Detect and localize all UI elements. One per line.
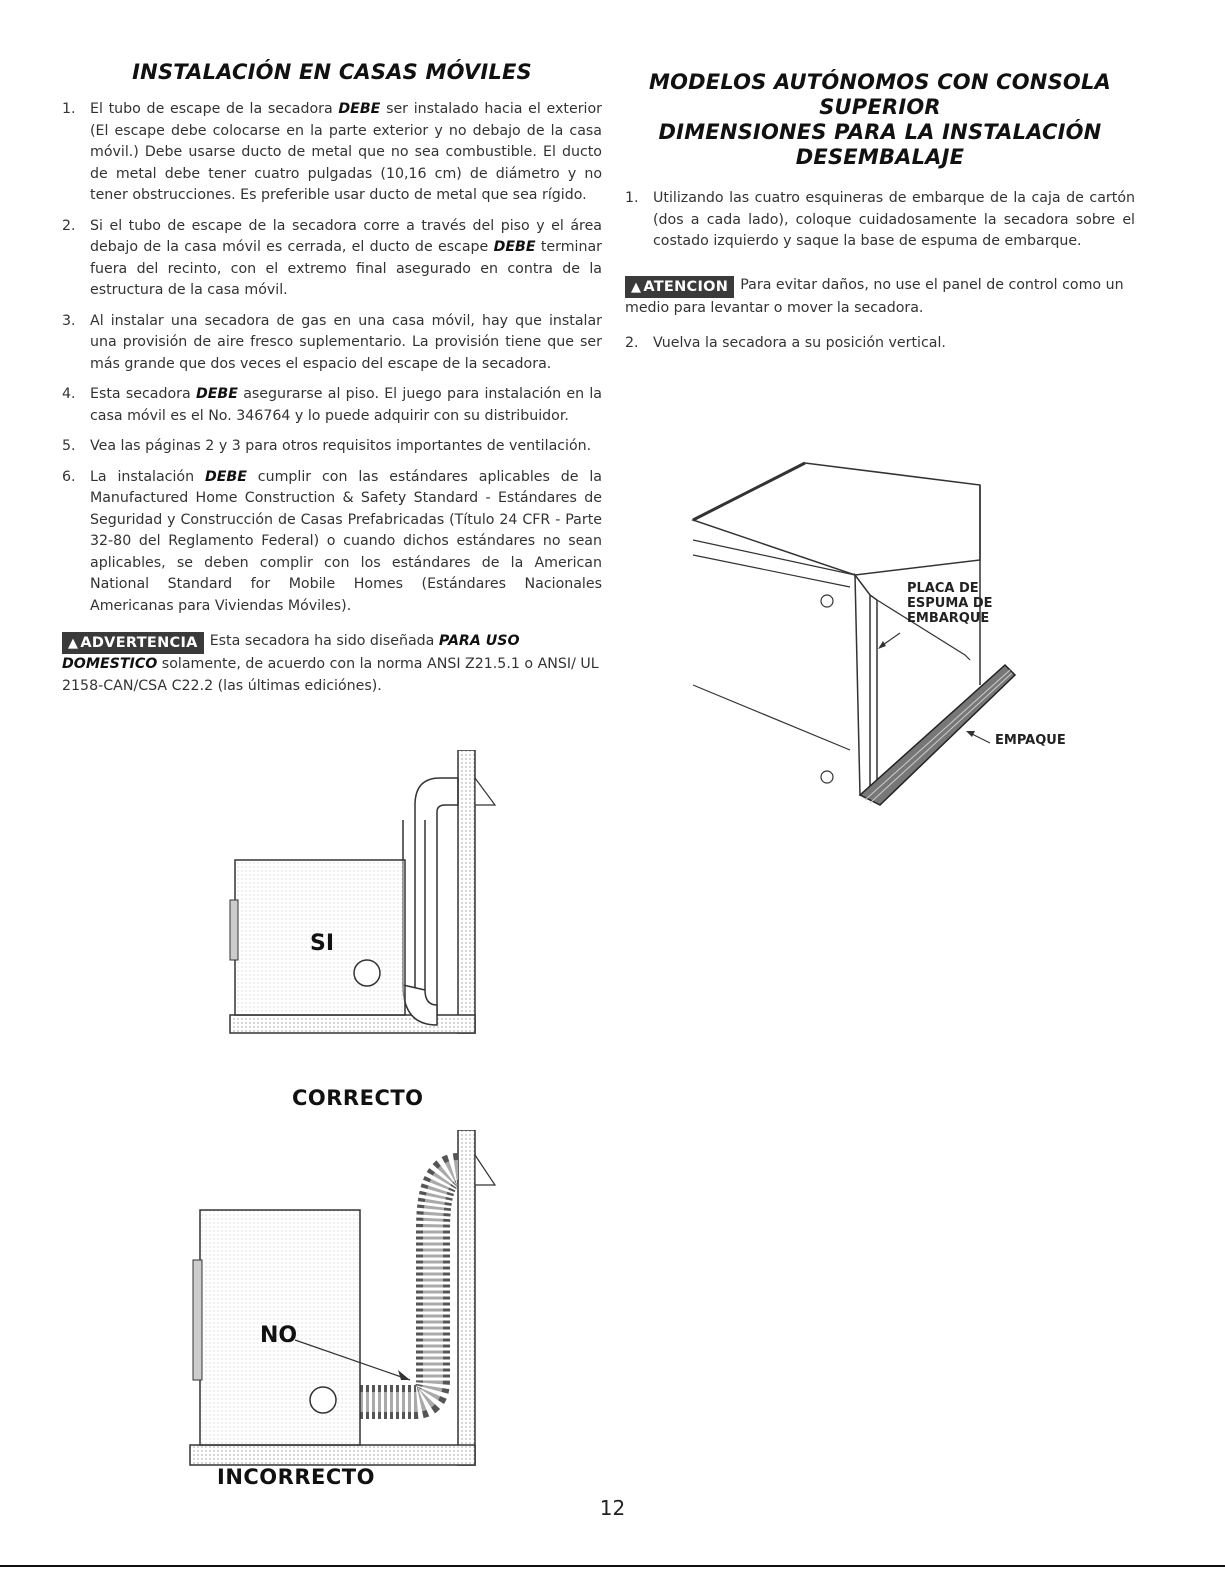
emphasis: DEBE <box>493 239 536 255</box>
list-item <box>62 216 602 302</box>
wall <box>458 750 475 1033</box>
caution-text: Para evitar daños, no use el panel de control como un medio para levantar o mover la secadora. <box>625 276 1124 316</box>
caution-paragraph <box>625 275 1135 320</box>
unpacking-list <box>625 188 1135 253</box>
emphasis: DEBE <box>204 468 247 485</box>
list-item <box>62 99 602 207</box>
figure-label-si: SI <box>310 931 335 956</box>
list-item <box>62 436 602 458</box>
figure-incorrect-installation <box>185 1130 505 1470</box>
label-gasket: EMPAQUE <box>995 733 1066 748</box>
list-number: 6. <box>62 468 76 485</box>
list-text: Utilizando las cuatro esquineras de embarque de la caja de cartón (dos a cada lado), coloque cuidadosamente la secadora sobre el costado izquierdo y saque la base de espuma de embarque. <box>653 190 1135 249</box>
dryer-vent-circle <box>354 960 380 986</box>
section-title-console-models <box>625 70 1135 170</box>
list-item <box>625 333 1135 355</box>
warning-badge-label: ADVERTENCIA <box>80 635 198 651</box>
caution-badge-label: ATENCION <box>643 278 729 295</box>
caption-correct: CORRECTO <box>292 1086 424 1110</box>
list-item <box>62 467 602 618</box>
warning-text: solamente, de acuerdo con la norma ANSI Z21.5.1 o ANSI/ UL 2158-CAN/CSA C22.2 (las últimas ediciónes). <box>62 656 599 694</box>
list-text: terminar fuera del recinto, con el extremo final asegurado en contra de la estructura de la casa móvil. <box>90 239 602 298</box>
wall <box>458 1130 475 1465</box>
right-column <box>625 70 1135 364</box>
emphasis: DEBE <box>338 101 381 117</box>
rigid-duct <box>415 778 458 1015</box>
label-line: EMBARQUE <box>907 611 990 626</box>
warning-text: Esta secadora ha sido diseñada <box>209 633 439 649</box>
list-number: 4. <box>62 386 76 402</box>
warning-triangle-icon: ▲ <box>631 279 642 295</box>
title-line: DIMENSIONES PARA LA INSTALACIÓN <box>658 120 1102 144</box>
figure-label-no: NO <box>260 1323 298 1348</box>
warning-paragraph <box>62 631 602 697</box>
vent-hood-icon <box>475 778 495 805</box>
label-line: ESPUMA DE <box>907 596 993 611</box>
emphasis: PARA USO DOMESTICO <box>62 633 520 672</box>
caution-badge <box>625 276 734 298</box>
floor <box>190 1445 475 1465</box>
title-line: MODELOS AUTÓNOMOS CON CONSOLA <box>649 70 1111 94</box>
label-foam-plate <box>907 581 993 626</box>
emphasis: DEBE <box>195 386 238 402</box>
list-number: 3. <box>62 312 76 329</box>
list-text: cumplir con las estándares aplicables de la Manufactured Home Construction & Safety Standard - Estándares de Seguridad y Construcción de Casas Prefabricadas (Título 24 CFR - Parte 32-80 del Reglamento Federal) o cuando dichos estándares no sean aplicables, se deben complir con los estándares de la American National Standard for Mobile Homes (Estándares Nacionales Americanas para Viviendas Móviles). <box>90 468 602 614</box>
list-text: El tubo de escape de la secadora <box>90 101 339 117</box>
list-number: 2. <box>62 217 76 234</box>
dryer-vent-circle <box>310 1387 336 1413</box>
list-text: ser instalado hacia el exterior (El escape debe colocarse en la parte exterior y no debajo de la casa móvil.) Debe usarse ducto de metal que no sea combustible. El ducto de metal debe tener cuatro pulgadas (10,16 cm) de diámetro y no tener obstrucciones. Es preferible usar ducto de metal que sea rígido. <box>90 101 602 203</box>
list-number: 1. <box>62 101 76 117</box>
list-item <box>625 188 1135 253</box>
floor <box>230 1015 475 1033</box>
label-line: PLACA DE <box>907 581 979 596</box>
list-text: Vuelva la secadora a su posición vertical. <box>653 335 946 351</box>
list-item <box>62 384 602 427</box>
vent-hood-icon <box>475 1155 495 1185</box>
figure-shipping-foam <box>685 455 1085 820</box>
list-text: Vea las páginas 2 y 3 para otros requisitos importantes de ventilación. <box>90 438 592 454</box>
list-number: 5. <box>62 438 76 454</box>
list-number: 1. <box>625 190 639 206</box>
caption-incorrect: INCORRECTO <box>217 1465 375 1489</box>
section-title-mobile-homes: INSTALACIÓN EN CASAS MÓVILES <box>132 60 532 84</box>
left-column <box>62 60 602 697</box>
title-line: SUPERIOR <box>819 95 941 119</box>
list-text: asegurarse al piso. El juego para instalación en la casa móvil es el No. 346764 y lo puede adquirir con su distribuidor. <box>90 386 602 424</box>
list-text: La instalación <box>90 468 205 485</box>
mobile-home-list <box>62 99 602 617</box>
page-number: 12 <box>599 1496 626 1520</box>
warning-badge <box>62 632 204 654</box>
list-number: 2. <box>625 335 639 351</box>
figure-correct-installation <box>225 750 515 1040</box>
list-item <box>62 311 602 376</box>
list-text: Esta secadora <box>90 386 196 402</box>
list-text: Al instalar una secadora de gas en una casa móvil, hay que instalar una provisión de aire fresco suplementario. La provisión tiene que ser más grande que dos veces el espacio del escape de la secadora. <box>90 312 602 372</box>
bottom-rule <box>0 1565 1225 1567</box>
warning-triangle-icon: ▲ <box>68 636 79 651</box>
title-line: DESEMBALAJE <box>795 145 965 169</box>
unpacking-list-continued <box>625 333 1135 355</box>
list-text: Si el tubo de escape de la secadora corre a través del piso y el área debajo de la casa móvil es cerrada, el ducto de escape <box>90 217 602 255</box>
